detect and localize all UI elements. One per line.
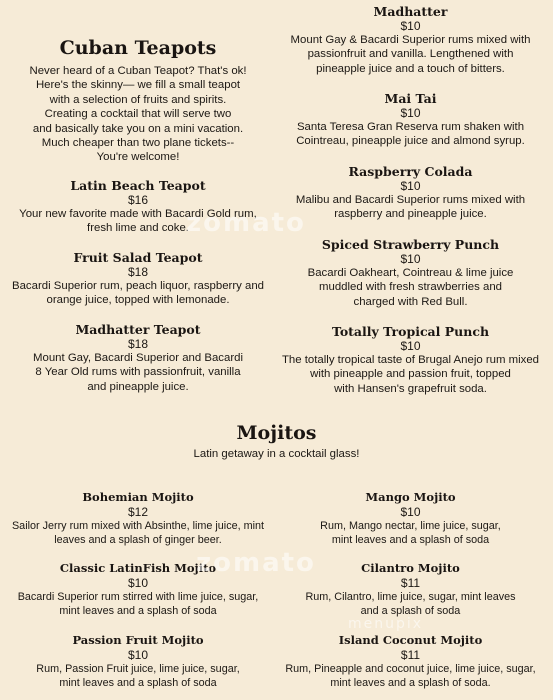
item-desc bbox=[268, 590, 553, 619]
intro-line: Never heard of a Cuban Teapot? That's ok! bbox=[29, 65, 247, 77]
item-name: Cilantro Mojito bbox=[361, 561, 460, 575]
desc-line: Your new favorite made with Bacardi Gold rum, bbox=[19, 208, 257, 220]
item-name: Passion Fruit Mojito bbox=[72, 633, 204, 647]
item-desc bbox=[4, 590, 272, 619]
menu-item bbox=[268, 4, 553, 76]
desc-line: fresh lime and coke. bbox=[87, 222, 189, 235]
desc-line: Malibu and Bacardi Superior rums mixed with bbox=[295, 194, 526, 206]
item-desc bbox=[4, 351, 272, 394]
item-desc bbox=[268, 519, 553, 548]
menu-item bbox=[268, 324, 553, 396]
item-price: $18 bbox=[127, 265, 149, 279]
intro-line: Much cheaper than two plane tickets-- bbox=[41, 137, 235, 150]
item-name: Raspberry Colada bbox=[348, 164, 473, 179]
desc-line: Bacardi Superior rum, peach liquor, raspberry and bbox=[12, 280, 264, 292]
item-desc bbox=[4, 662, 272, 691]
desc-line: Rum, Mango nectar, lime juice, sugar, bbox=[320, 520, 501, 532]
desc-line: and a splash of soda bbox=[360, 605, 461, 618]
desc-line: Santa Teresa Gran Reserva rum shaken with bbox=[296, 121, 525, 133]
item-name: Spiced Strawberry Punch bbox=[321, 237, 500, 252]
item-name: Mango Mojito bbox=[365, 490, 456, 504]
desc-line: Rum, Cilantro, lime juice, sugar, mint leaves bbox=[305, 591, 516, 603]
desc-line: with Hansen's grapefruit soda. bbox=[334, 382, 487, 395]
item-price: $10 bbox=[400, 106, 421, 120]
item-desc bbox=[4, 207, 272, 236]
item-price: $10 bbox=[400, 339, 421, 353]
menu-item bbox=[268, 561, 553, 619]
menu-item bbox=[268, 633, 553, 691]
watermark: zomato bbox=[196, 548, 316, 578]
item-desc bbox=[4, 519, 272, 548]
menu-item bbox=[4, 561, 272, 619]
desc-line: and pineapple juice. bbox=[87, 380, 189, 393]
item-name: Bohemian Mojito bbox=[82, 490, 194, 504]
item-price: $11 bbox=[400, 648, 421, 662]
desc-line: with pineapple and passion fruit, topped bbox=[310, 368, 511, 381]
mojitos-section-header bbox=[0, 421, 553, 461]
item-price: $10 bbox=[400, 505, 421, 519]
intro-line: and basically take you on a mini vacation. bbox=[32, 122, 244, 135]
desc-line: mint leaves and a splash of soda bbox=[59, 677, 217, 690]
item-name: Fruit Salad Teapot bbox=[73, 250, 203, 265]
mojitos-title: Mojitos bbox=[236, 422, 317, 444]
item-desc bbox=[268, 120, 553, 149]
desc-line: The totally tropical taste of Brugal Anejo rum mixed bbox=[281, 354, 540, 366]
menu-item bbox=[4, 490, 272, 548]
desc-line: mint leaves and a splash of soda. bbox=[330, 677, 491, 690]
item-price: $12 bbox=[127, 505, 149, 519]
desc-line: Bacardi Superior rum stirred with lime juice, sugar, bbox=[17, 591, 259, 603]
desc-line: pineapple juice and a touch of bitters. bbox=[316, 62, 505, 75]
menu-item bbox=[4, 178, 272, 236]
desc-line: Rum, Pineapple and coconut juice, lime juice, sugar, bbox=[285, 663, 536, 675]
item-price: $10 bbox=[400, 179, 421, 193]
menu-item bbox=[268, 164, 553, 222]
desc-line: mint leaves and a splash of soda bbox=[331, 534, 490, 547]
desc-line: mint leaves and a splash of soda bbox=[59, 605, 217, 618]
item-name: Madhatter bbox=[373, 4, 448, 19]
item-desc bbox=[268, 33, 553, 76]
item-desc bbox=[268, 353, 553, 396]
watermark: zomato bbox=[186, 208, 306, 238]
item-price: $10 bbox=[127, 648, 149, 662]
intro-line: You're welcome! bbox=[96, 151, 180, 164]
desc-line: Bacardi Oakheart, Cointreau & lime juice bbox=[307, 267, 514, 279]
intro-line: with a selection of fruits and spirits. bbox=[49, 93, 227, 106]
menu-item bbox=[268, 490, 553, 548]
desc-line: Cointreau, pineapple juice and almond syrup. bbox=[296, 135, 525, 148]
item-price: $18 bbox=[127, 337, 149, 351]
desc-line: Mount Gay, Bacardi Superior and Bacardi bbox=[33, 352, 243, 364]
item-name: Mai Tai bbox=[384, 91, 437, 106]
item-price: $10 bbox=[400, 252, 421, 266]
item-desc bbox=[4, 279, 272, 308]
menu-item bbox=[4, 633, 272, 691]
cuban-teapots-title: Cuban Teapots bbox=[59, 37, 217, 59]
desc-line: Sailor Jerry rum mixed with Absinthe, lime juice, mint bbox=[11, 520, 264, 532]
item-price: $10 bbox=[127, 576, 149, 590]
item-name: Latin Beach Teapot bbox=[70, 178, 206, 193]
item-price: $10 bbox=[400, 19, 421, 33]
desc-line: leaves and a splash of ginger beer. bbox=[54, 534, 222, 547]
cuban-teapots-section bbox=[4, 36, 272, 165]
desc-line: charged with Red Bull. bbox=[353, 295, 468, 308]
mojitos-subtitle: Latin getaway in a cocktail glass! bbox=[193, 448, 360, 460]
menu-item bbox=[268, 91, 553, 149]
desc-line: muddled with fresh strawberries and bbox=[319, 281, 502, 294]
menu-item bbox=[4, 322, 272, 394]
item-name: Island Coconut Mojito bbox=[338, 633, 483, 647]
desc-line: passionfruit and vanilla. Lengthened with bbox=[307, 48, 514, 61]
desc-line: Rum, Passion Fruit juice, lime juice, sugar, bbox=[36, 663, 240, 675]
item-name: Madhatter Teapot bbox=[75, 322, 201, 337]
desc-line: Mount Gay & Bacardi Superior rums mixed with bbox=[290, 34, 531, 46]
item-name: Classic LatinFish Mojito bbox=[59, 561, 217, 575]
item-price: $11 bbox=[400, 576, 421, 590]
watermark: menupix bbox=[348, 616, 424, 632]
desc-line: orange juice, topped with lemonade. bbox=[46, 294, 230, 307]
item-price: $16 bbox=[127, 193, 149, 207]
item-name: Totally Tropical Punch bbox=[331, 324, 490, 339]
item-desc bbox=[268, 266, 553, 309]
cuban-teapots-intro bbox=[4, 64, 272, 165]
intro-line: Here's the skinny— we fill a small teapot bbox=[35, 79, 241, 92]
desc-line: 8 Year Old rums with passionfruit, vanilla bbox=[35, 366, 241, 379]
item-desc bbox=[268, 662, 553, 691]
desc-line: raspberry and pineapple juice. bbox=[334, 208, 487, 221]
menu-item bbox=[268, 237, 553, 309]
intro-line: Creating a cocktail that will serve two bbox=[44, 108, 232, 121]
item-desc bbox=[268, 193, 553, 222]
menu-item bbox=[4, 250, 272, 308]
